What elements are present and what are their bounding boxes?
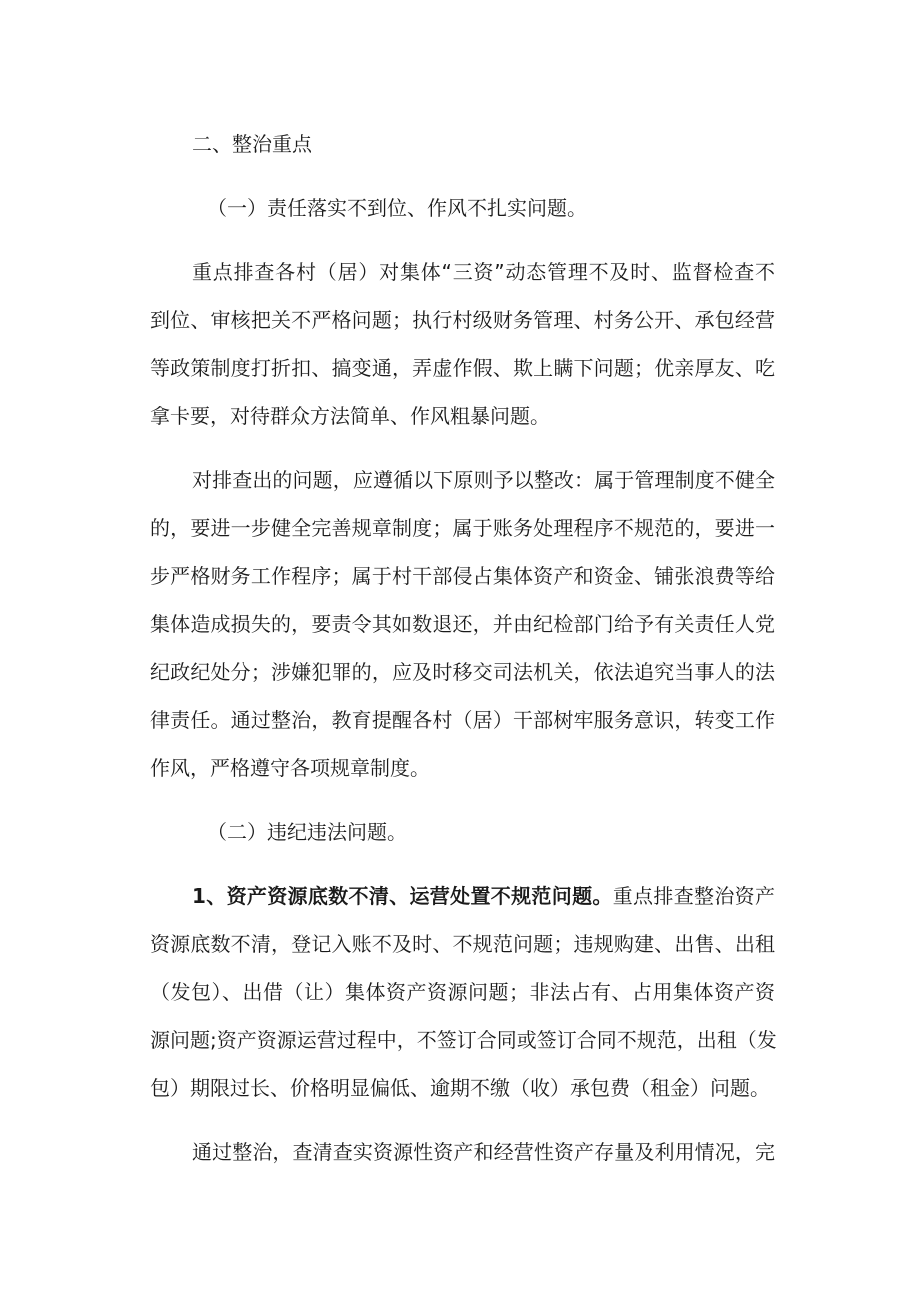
paragraph-1-line-1: 重点排查各村（居）对集体“三资”动态管理不及时、监督检查不 <box>192 260 775 284</box>
paragraph-3-lead-rest: 重点排查整治资产 <box>612 884 776 908</box>
paragraph-3-line-2: 资源底数不清，登记入账不及时、不规范问题；违规购建、出售、出租 <box>150 932 775 956</box>
paragraph-3-line-5: 包）期限过长、价格明显偏低、逾期不缴（收）承包费（租金）问题。 <box>150 1076 770 1100</box>
paragraph-2-line-3: 步严格财务工作程序；属于村干部侵占集体资产和资金、铺张浪费等给 <box>150 564 775 588</box>
paragraph-1-line-4: 拿卡要，对待群众方法简单、作风粗暴问题。 <box>150 404 550 428</box>
paragraph-2-line-4: 集体造成损失的，要责令其如数退还，并由纪检部门给予有关责任人党 <box>150 612 775 636</box>
paragraph-3-line-1 <box>192 882 775 910</box>
paragraph-1-line-2: 到位、审核把关不严格问题；执行村级财务管理、村务公开、承包经营 <box>150 308 775 332</box>
paragraph-2-line-7: 作风，严格遵守各项规章制度。 <box>150 756 430 780</box>
section-heading: 二、整治重点 <box>192 132 312 156</box>
paragraph-4-line-1: 通过整治，查清查实资源性资产和经营性资产存量及利用情况，完 <box>192 1140 775 1164</box>
paragraph-3-bold-lead: 1、资产资源底数不清、运营处置不规范问题。 <box>192 884 613 908</box>
paragraph-3-line-4: 源问题;资产资源运营过程中，不签订合同或签订合同不规范，出租（发 <box>150 1028 777 1052</box>
paragraph-2-line-1: 对排查出的问题，应遵循以下原则予以整改：属于管理制度不健全 <box>192 468 775 492</box>
subsection-heading-1: （一）责任落实不到位、作风不扎实问题。 <box>207 196 587 220</box>
paragraph-2-line-6: 律责任。通过整治，教育提醒各村（居）干部树牢服务意识，转变工作 <box>150 708 775 732</box>
paragraph-3-line-3: （发包）、出借（让）集体资产资源问题；非法占有、占用集体资产资 <box>150 980 775 1004</box>
paragraph-1-line-3: 等政策制度打折扣、搞变通，弄虚作假、欺上瞒下问题；优亲厚友、吃 <box>150 356 775 380</box>
subsection-heading-2: （二）违纪违法问题。 <box>207 820 407 844</box>
paragraph-2-line-2: 的，要进一步健全完善规章制度；属于账务处理程序不规范的，要进一 <box>150 516 775 540</box>
paragraph-2-line-5: 纪政纪处分；涉嫌犯罪的，应及时移交司法机关，依法追究当事人的法 <box>150 660 775 684</box>
